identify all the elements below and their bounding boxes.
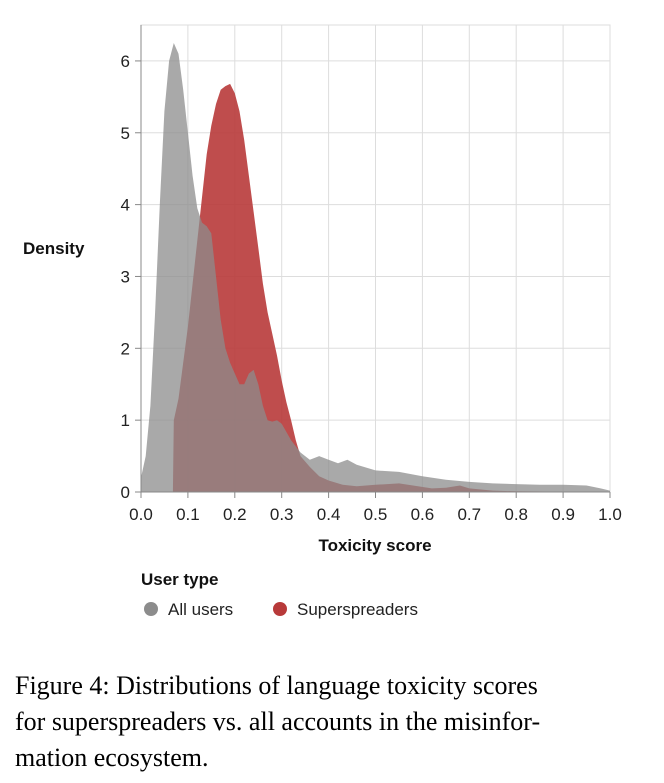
y-tick-label: 0 (120, 483, 130, 502)
caption-line-3: mation ecosystem. (15, 743, 209, 772)
x-tick-label: 0.8 (504, 505, 529, 524)
x-axis-title: Toxicity score (318, 536, 432, 555)
legend (141, 570, 418, 619)
x-tick-label: 0.4 (316, 505, 341, 524)
y-tick-label: 2 (120, 339, 130, 359)
x-tick-label: 0.1 (176, 505, 200, 524)
x-tick-label: 0.3 (269, 505, 294, 524)
x-axis (129, 492, 622, 524)
x-tick-label: 0.5 (363, 505, 388, 524)
legend-swatch-all-users (144, 602, 158, 616)
legend-title: User type (141, 570, 219, 589)
x-tick-label: 1.0 (598, 505, 622, 524)
legend-item-all-users[interactable] (144, 600, 233, 619)
x-tick-label: 0.2 (222, 505, 247, 524)
caption-line-2: for superspreaders vs. all accounts in the misinfor- (15, 707, 541, 736)
legend-label-superspreaders: Superspreaders (297, 600, 418, 619)
y-tick-label: 6 (120, 51, 130, 71)
caption-line-1: Figure 4: Distributions of language toxicity scores (15, 671, 538, 700)
y-tick-label: 5 (120, 123, 130, 143)
legend-label-all-users: All users (168, 600, 234, 619)
y-tick-label: 1 (120, 411, 130, 431)
y-axis (121, 25, 141, 502)
legend-item-superspreaders[interactable] (273, 600, 418, 619)
legend-swatch-superspreaders (273, 602, 287, 616)
x-tick-label: 0.9 (551, 505, 575, 524)
x-tick-label: 0.7 (457, 505, 482, 524)
y-tick-label: 3 (120, 267, 130, 287)
x-tick-label: 0.6 (410, 505, 435, 524)
y-axis-title: Density (23, 239, 85, 258)
x-tick-label: 0.0 (129, 505, 153, 524)
y-tick-label: 4 (120, 195, 130, 215)
figure-caption (15, 668, 651, 776)
